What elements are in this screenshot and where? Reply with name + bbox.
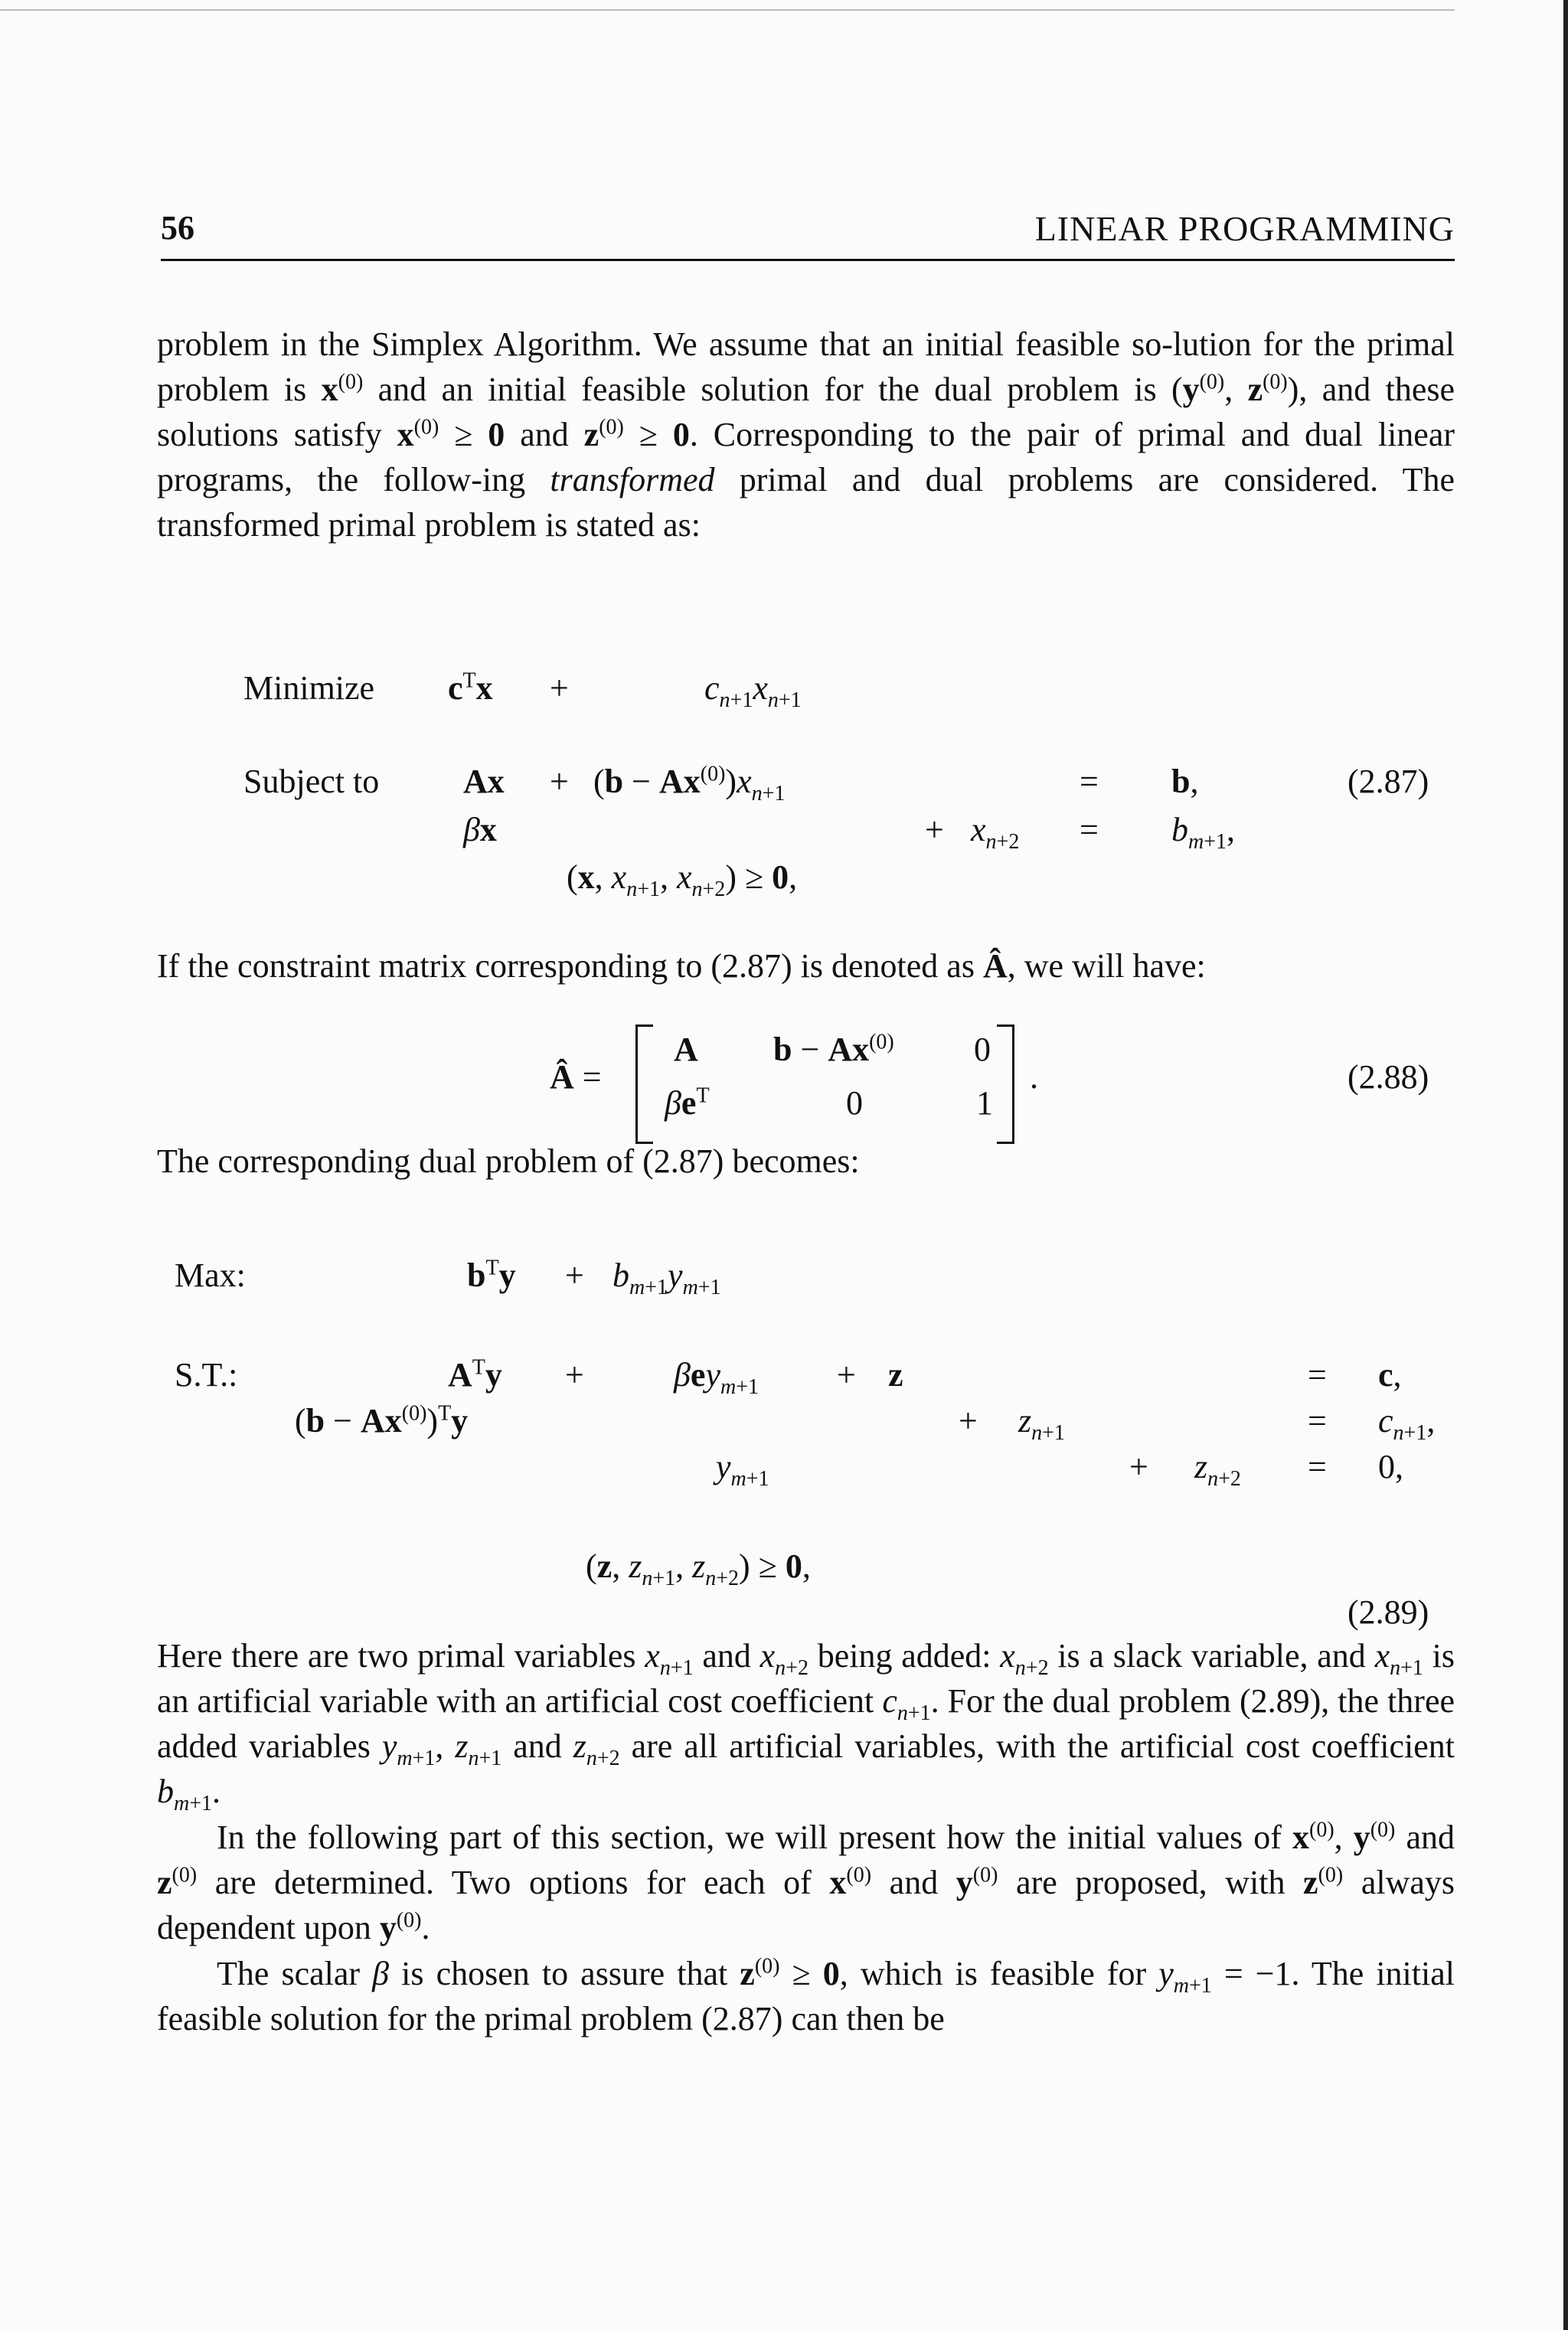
matrix-a22: 0 <box>846 1084 863 1122</box>
paragraph-constraint-matrix: If the constraint matrix corresponding to (2.87) is denoted as Â, we will have: <box>157 947 1206 985</box>
scan-artifact-top <box>0 9 1455 11</box>
dual-r3-rhs: 0, <box>1378 1448 1403 1485</box>
dual-r1-z: z <box>888 1356 903 1394</box>
matrix-a23: 1 <box>976 1084 993 1122</box>
running-title: LINEAR PROGRAMMING <box>1034 209 1455 248</box>
dual-r2-lhs: $(b - Ax^{(0)})^Ty$ <box>295 1401 469 1440</box>
matrix-a11: A <box>674 1031 698 1068</box>
page-number: 56 <box>161 209 194 247</box>
dual-obj-2: $b_{m+1}y_{m+1}$ <box>612 1257 721 1299</box>
paragraph-dual-intro: The corresponding dual problem of (2.87) becomes: <box>157 1142 860 1180</box>
dual-r2-eq: = <box>1308 1402 1327 1440</box>
subject-to-label: Subject to <box>243 763 380 800</box>
row1-plus: + <box>550 763 569 800</box>
matrix-a21: $\beta e^T$ <box>665 1083 710 1122</box>
equation-number-2-87: (2.87) <box>1348 763 1429 800</box>
row1-term: $(b - Ax^{(0)})x_{n+1}$ <box>593 762 786 806</box>
matrix-lhs: Â = <box>550 1058 602 1096</box>
row2-slack: $x_{n+2}$ <box>971 811 1020 854</box>
paragraph-added-variables: Here there are two primal variables $x_{n+1}$ and $x_{n+2}$ being added: $x_{n+2}$ is a slack variable, and $x_{n+1}$ is an artificial variable with an artificial cost coefficient $c_{n+1}$. For the dual problem (2.89), the three added variables $y_{m+1}$, $z_{n+1}$ and $z_{n+2}$ are all artificial variables, with the artificial cost coefficient $b_{m+1}$. <box>157 1637 1455 1815</box>
row1-rhs: b, <box>1171 763 1199 800</box>
dual-obj-1: $b^Ty$ <box>467 1256 516 1294</box>
scan-edge-right <box>1563 0 1568 2330</box>
nonneg-constraint: (x, $x_{n+1}$, $x_{n+2}) \ge 0$, <box>567 858 798 901</box>
matrix-a13: 0 <box>974 1031 991 1068</box>
page-header <box>161 208 1455 254</box>
minimize-label: Minimize <box>243 669 375 707</box>
row2-rhs: $b_{m+1}$, <box>1171 811 1236 854</box>
right-bracket <box>997 1024 1014 1144</box>
dual-r2-z: $z_{n+1}$ <box>1018 1402 1065 1445</box>
row2-eq: = <box>1080 811 1099 848</box>
row1-eq: = <box>1080 763 1099 800</box>
dual-r1-term: βey$_{m+1}$ <box>674 1356 760 1399</box>
dual-r3-plus: + <box>1129 1448 1148 1485</box>
dual-r1-plus2: + <box>837 1356 856 1394</box>
dual-r3-eq: = <box>1308 1448 1327 1485</box>
dual-r1-plus1: + <box>565 1356 584 1394</box>
matrix-a12: $b - Ax^{(0)}$ <box>773 1030 894 1068</box>
matrix-period: . <box>1030 1058 1038 1096</box>
dual-obj-plus: + <box>565 1257 584 1294</box>
paragraph-scalar-beta: The scalar β is chosen to assure that $z^{(0)} \ge 0$, which is feasible for $y_{m+1} = -1$. The initial feasible solution for the primal problem (2.87) can then be <box>157 1954 1455 2038</box>
obj-plus: + <box>550 669 569 707</box>
header-rule <box>161 259 1455 261</box>
left-bracket <box>635 1024 653 1144</box>
row2-plus: + <box>925 811 944 848</box>
dual-r3-z: $z_{n+2}$ <box>1194 1448 1241 1491</box>
equation-number-2-89: (2.89) <box>1348 1593 1429 1631</box>
row2-beta-x: βx <box>463 811 497 848</box>
row1-ax: Ax <box>463 763 505 800</box>
obj-term-2: $c_{n+1}x_{n+1}$ <box>704 669 802 712</box>
dual-r1-rhs: c, <box>1378 1356 1402 1394</box>
dual-r2-plus: + <box>959 1402 978 1440</box>
dual-r2-rhs: $c_{n+1}$, <box>1378 1402 1436 1445</box>
paragraph-initial-values: In the following part of this section, we will present how the initial values of $x^{(0)}$, $y^{(0)}$ and $z^{(0)}$ are determined. Two options for each of $x^{(0)}$ and $y^{(0)}$ are proposed, with $z^{(0)}$ always dependent upon $y^{(0)}$. <box>157 1818 1455 1946</box>
obj-term-1: $c^Tx$ <box>448 668 493 707</box>
st-label: S.T.: <box>175 1356 238 1394</box>
paragraph-intro: problem in the Simplex Algorithm. We assume that an initial feasible so-lution for the primal problem is $x^{(0)}$ and an initial feasible solution for the dual problem is ($y^{(0)}$, $z^{(0)}$), and these solutions satisfy $x^{(0)} \ge 0$ and $z^{(0)} \ge 0$. Corresponding to the pair of primal and dual linear programs, the follow-ing transformed primal and dual problems are considered. The transformed primal problem is stated as: <box>157 325 1455 544</box>
dual-r1-aty: $A^Ty$ <box>448 1355 502 1394</box>
equation-number-2-88: (2.88) <box>1348 1058 1429 1096</box>
max-label: Max: <box>175 1257 246 1294</box>
dual-r1-eq: = <box>1308 1356 1327 1394</box>
dual-nonneg: (z, $z_{n+1}$, $z_{n+2}) \ge 0$, <box>586 1547 811 1590</box>
dual-r3-y: $y_{m+1}$ <box>716 1448 769 1491</box>
